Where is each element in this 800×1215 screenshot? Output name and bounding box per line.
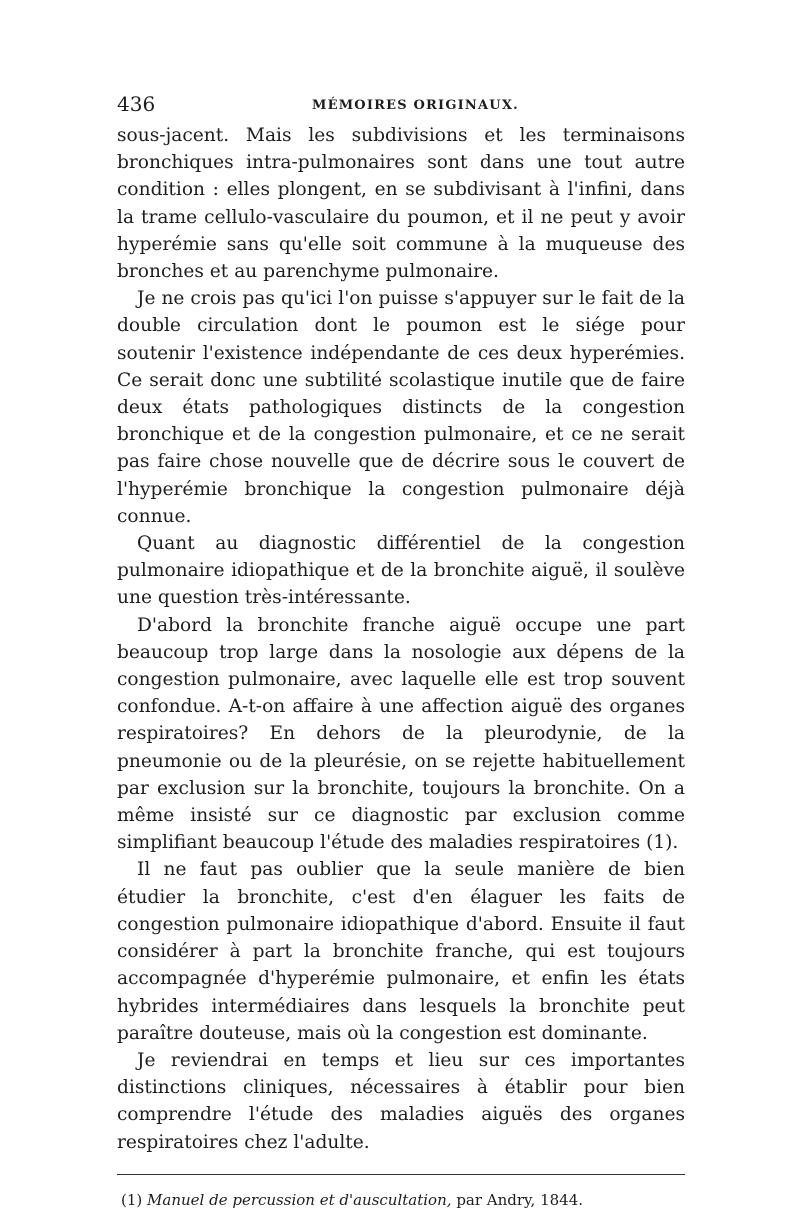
paragraph: Il ne faut pas oublier que la seule manière de bien étudier la bronchite, c'est d'en élaguer les faits de congestion pulmonaire idiopathique d'abord. Ensuite il faut considérer à part la bronchite franche, qui est toujours accompagnée d'hyperémie pulmonaire, et enfin les états hybrides intermédiaires dans lesquels la bronchite peut paraître douteuse, mais où la congestion est dominante. [117, 859, 685, 1044]
paragraph: Je ne crois pas qu'ici l'on puisse s'appuyer sur le fait de la double circulation dont le poumon est le siége pour soutenir l'existence indépendante de ces deux hyperémies. Ce serait donc une subtilité scolastique inutile que de faire deux états pathologiques distincts de la congestion bronchique et de la congestion pulmonaire, et ce ne serait pas faire chose nouvelle que de décrire sous le couvert de l'hyperémie bronchique la congestion pulmonaire déjà connue. [117, 288, 685, 527]
page-number: 436 [117, 92, 156, 116]
page [117, 88, 685, 1209]
paragraph: Quant au diagnostic différentiel de la congestion pulmonaire idiopathique et de la bronchite aiguë, il soulève une question très-intéressante. [117, 533, 685, 609]
body-text [117, 122, 685, 1156]
footnote [117, 1191, 685, 1209]
paragraph: sous-jacent. Mais les subdivisions et les terminaisons bronchiques intra-pulmonaires sont dans une tout autre condition : elles plongent, en se subdivisant à l'infini, dans la trame cellulo-vasculaire du poumon, et il ne peut y avoir hyperémie sans qu'elle soit commune à la muqueuse des bronches et au parenchyme pulmonaire. [117, 125, 685, 283]
running-title: MÉMOIRES ORIGINAUX. [312, 98, 519, 113]
footnote-divider [117, 1174, 685, 1175]
footnote-book-title: Manuel de percussion et d'auscultation, [147, 1190, 452, 1209]
footnote-marker: (1) [121, 1190, 143, 1209]
footnote-author-year: par Andry, 1844. [456, 1190, 584, 1209]
page-header [117, 88, 685, 122]
paragraph: D'abord la bronchite franche aiguë occupe une part beaucoup trop large dans la nosologie aux dépens de la congestion pulmonaire, avec laquelle elle est trop souvent confondue. A-t-on affaire à une affection aiguë des organes respiratoires? En dehors de la pleurodynie, de la pneumonie ou de la pleurésie, on se rejette habituellement par exclusion sur la bronchite, toujours la bronchite. On a même insisté sur ce diagnostic par exclusion comme simplifiant beaucoup l'étude des maladies respiratoires (1). [117, 614, 685, 854]
paragraph: Je reviendrai en temps et lieu sur ces importantes distinctions cliniques, nécessaires à établir pour bien comprendre l'étude des maladies aiguës des organes respiratoires chez l'adulte. [117, 1049, 685, 1153]
